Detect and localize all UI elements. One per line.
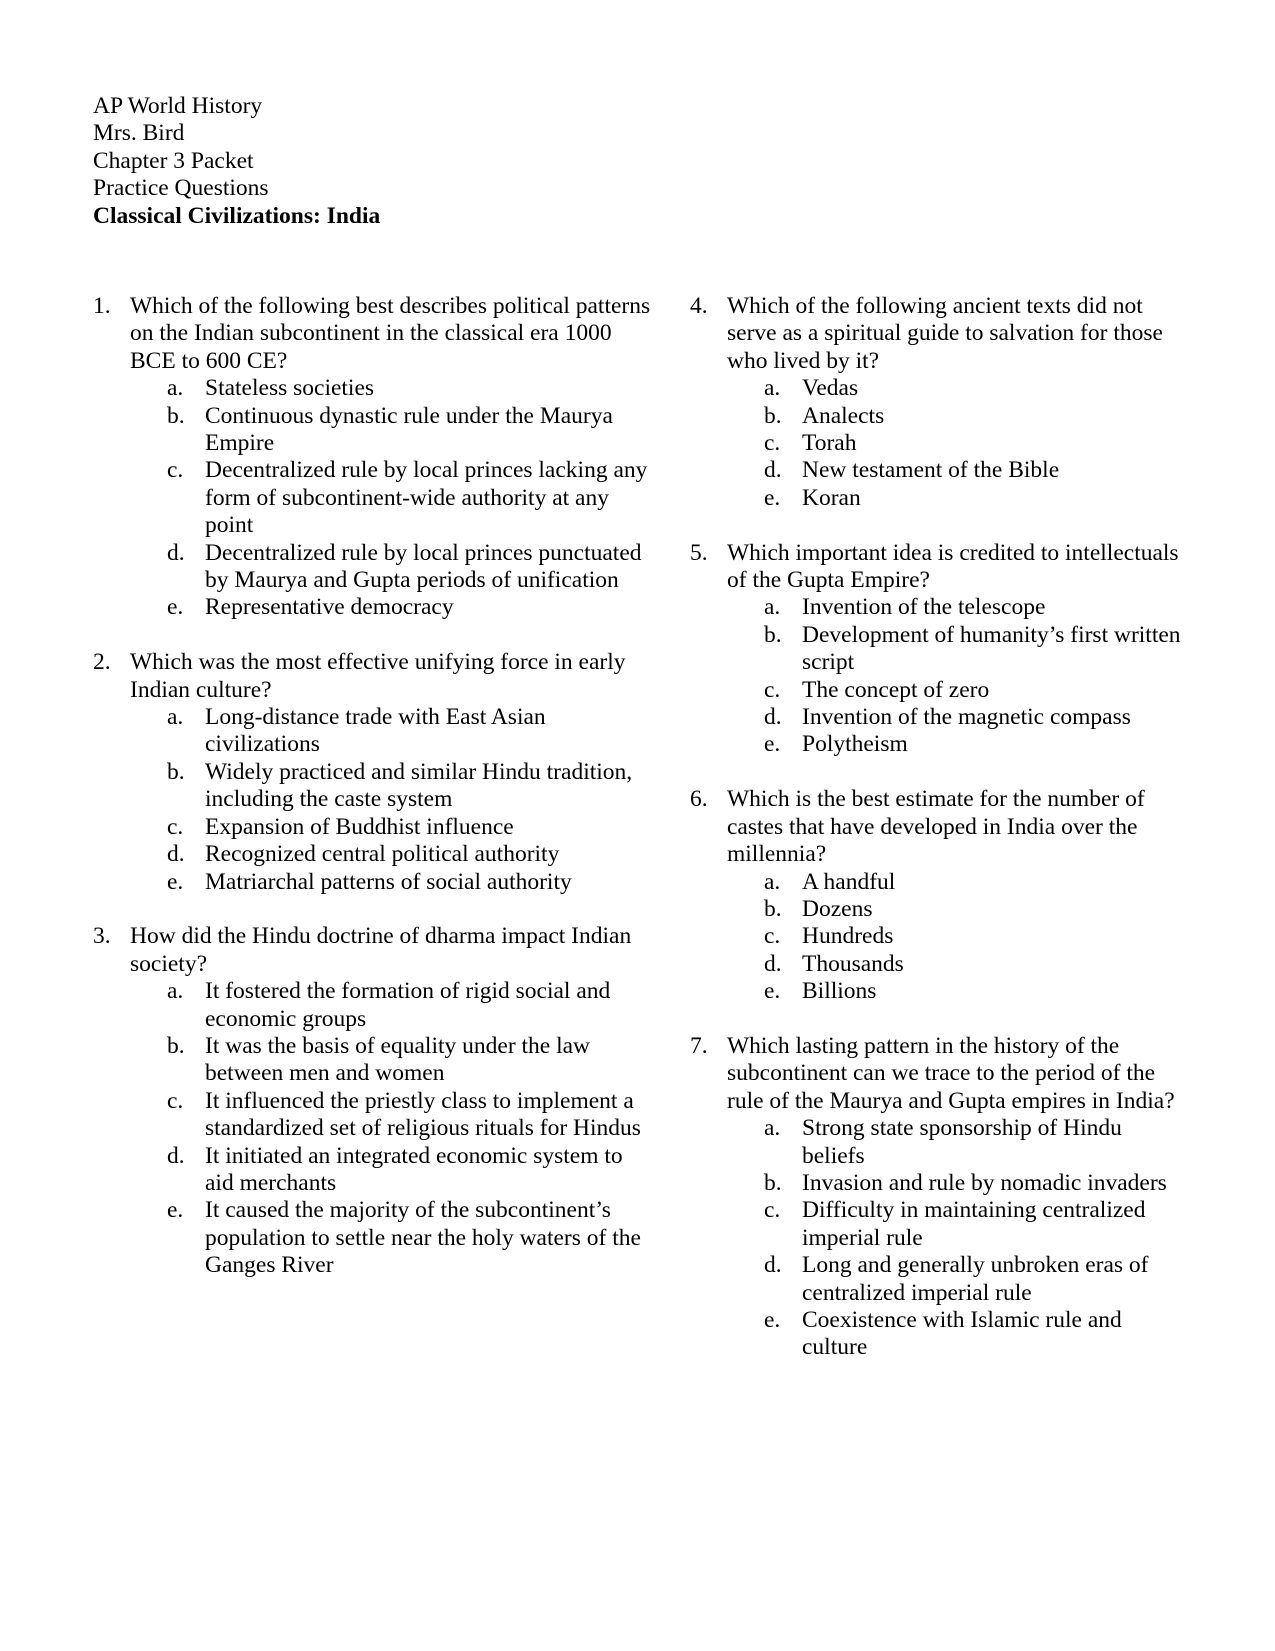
choice-letter: a. bbox=[764, 1115, 781, 1142]
question-2 bbox=[93, 649, 653, 896]
answer-choices bbox=[727, 869, 1190, 1006]
course-name: AP World History bbox=[93, 93, 263, 119]
choice-text: Long and generally unbroken eras of centralized imperial rule bbox=[802, 1252, 1149, 1306]
choice-text: It was the basis of equality under the law between men and women bbox=[205, 1032, 591, 1087]
answer-choice bbox=[130, 1088, 653, 1143]
choice-text: Billions bbox=[802, 978, 877, 1005]
choice-text: Continuous dynastic rule under the Maurya Empire bbox=[205, 402, 613, 457]
answer-choices bbox=[130, 375, 653, 622]
answer-choices bbox=[727, 375, 1190, 512]
choice-letter: d. bbox=[764, 950, 782, 977]
answer-choice bbox=[727, 1197, 1190, 1252]
choice-text: Matriarchal patterns of social authority bbox=[205, 868, 572, 895]
question-6 bbox=[690, 786, 1190, 1005]
choice-text: Polytheism bbox=[802, 731, 908, 758]
answer-choice bbox=[727, 677, 1190, 704]
choice-letter: d. bbox=[167, 539, 185, 566]
choice-letter: e. bbox=[764, 731, 781, 758]
question-number: 7. bbox=[690, 1032, 708, 1059]
choice-letter: e. bbox=[764, 978, 781, 1005]
choice-letter: e. bbox=[167, 868, 184, 895]
question-4 bbox=[690, 293, 1190, 512]
teacher-name: Mrs. Bird bbox=[93, 120, 185, 147]
choice-letter: e. bbox=[167, 594, 184, 621]
choice-text: Coexistence with Islamic rule and culture bbox=[802, 1306, 1122, 1361]
choice-text: Long-distance trade with East Asian civilizations bbox=[205, 704, 546, 758]
choice-text: Recognized central political authority bbox=[205, 841, 560, 868]
answer-choice bbox=[130, 869, 653, 896]
answer-choice bbox=[727, 1170, 1190, 1197]
answer-choice bbox=[130, 594, 653, 621]
choice-text: Torah bbox=[802, 430, 857, 457]
answer-choice bbox=[727, 403, 1190, 430]
answer-choice bbox=[727, 896, 1190, 923]
answer-choice bbox=[727, 978, 1190, 1005]
choice-text: Dozens bbox=[802, 895, 873, 922]
choice-text: Invasion and rule by nomadic invaders bbox=[802, 1169, 1167, 1196]
answer-choice bbox=[727, 1252, 1190, 1307]
question-text: Which important idea is credited to intellectuals of the Gupta Empire? bbox=[727, 539, 1179, 594]
question-number: 6. bbox=[690, 786, 708, 813]
choice-letter: a. bbox=[764, 868, 781, 895]
answer-choice bbox=[727, 457, 1190, 484]
choice-letter: b. bbox=[167, 402, 185, 429]
answer-choices bbox=[130, 704, 653, 896]
choice-letter: a. bbox=[167, 978, 184, 1005]
answer-choice bbox=[727, 731, 1190, 758]
choice-letter: a. bbox=[764, 375, 781, 402]
answer-choices bbox=[727, 1115, 1190, 1362]
choice-letter: d. bbox=[167, 841, 185, 868]
choice-text: Representative democracy bbox=[205, 594, 454, 621]
answer-choice bbox=[727, 375, 1190, 402]
choice-letter: c. bbox=[167, 1087, 184, 1114]
choice-text: It influenced the priestly class to implement a standardized set of religious rituals for Hindus bbox=[205, 1087, 641, 1142]
choice-letter: a. bbox=[167, 375, 184, 402]
answer-choice bbox=[130, 375, 653, 402]
answer-choice bbox=[727, 430, 1190, 457]
choice-letter: b. bbox=[167, 1032, 185, 1059]
answer-choices bbox=[130, 978, 653, 1279]
answer-choices bbox=[727, 594, 1190, 758]
question-text: Which is the best estimate for the number of castes that have developed in India over the millennia? bbox=[727, 786, 1145, 868]
answer-choice bbox=[727, 485, 1190, 512]
choice-letter: c. bbox=[764, 1197, 781, 1224]
document-header bbox=[93, 93, 380, 230]
choice-letter: e. bbox=[167, 1197, 184, 1224]
question-text: Which of the following ancient texts did not serve as a spiritual guide to salvation for those who lived by it? bbox=[727, 293, 1163, 374]
question-text: Which was the most effective unifying force in early Indian culture? bbox=[130, 649, 626, 703]
answer-choice bbox=[130, 978, 653, 1033]
answer-choice bbox=[727, 1115, 1190, 1170]
choice-letter: c. bbox=[764, 430, 781, 457]
answer-choice bbox=[130, 1143, 653, 1198]
document-subtitle: Practice Questions bbox=[93, 175, 269, 202]
answer-choice bbox=[130, 1033, 653, 1088]
answer-choice bbox=[727, 951, 1190, 978]
answer-choice bbox=[727, 704, 1190, 731]
choice-letter: e. bbox=[764, 1306, 781, 1333]
choice-letter: d. bbox=[764, 1252, 782, 1279]
answer-choice bbox=[727, 869, 1190, 896]
right-column bbox=[690, 293, 1190, 1389]
choice-text: Strong state sponsorship of Hindu beliefs bbox=[802, 1115, 1122, 1169]
question-number: 1. bbox=[93, 293, 111, 319]
answer-choice bbox=[130, 841, 653, 868]
choice-letter: a. bbox=[764, 594, 781, 621]
choice-letter: d. bbox=[764, 704, 782, 731]
choice-letter: d. bbox=[764, 457, 782, 484]
answer-choice bbox=[130, 540, 653, 595]
choice-text: Expansion of Buddhist influence bbox=[205, 813, 514, 840]
choice-text: Decentralized rule by local princes lacking any form of subcontinent-wide authority at any point bbox=[205, 457, 648, 539]
choice-letter: c. bbox=[764, 676, 781, 703]
choice-text: Stateless societies bbox=[205, 375, 375, 402]
question-number: 5. bbox=[690, 539, 708, 566]
choice-text: It caused the majority of the subcontinent’s population to settle near the holy waters of the Ganges River bbox=[205, 1197, 641, 1279]
packet-name: Chapter 3 Packet bbox=[93, 147, 254, 174]
answer-choice bbox=[130, 457, 653, 539]
choice-letter: c. bbox=[167, 457, 184, 484]
answer-choice bbox=[727, 622, 1190, 677]
question-text: Which lasting pattern in the history of the subcontinent can we trace to the period of the rule of the Maurya and Gupta empires in India? bbox=[727, 1032, 1175, 1114]
choice-text: Widely practiced and similar Hindu tradition, including the caste system bbox=[205, 758, 633, 813]
choice-text: Vedas bbox=[802, 375, 859, 402]
question-text: Which of the following best describes political patterns on the Indian subcontinent in the classical era 1000 BCE to 600 CE? bbox=[130, 293, 651, 374]
choice-letter: e. bbox=[764, 484, 781, 511]
answer-choice bbox=[727, 1307, 1190, 1362]
question-number: 4. bbox=[690, 293, 708, 319]
choice-text: New testament of the Bible bbox=[802, 457, 1060, 484]
choice-text: Difficulty in maintaining centralized imperial rule bbox=[802, 1197, 1146, 1251]
choice-letter: b. bbox=[764, 402, 782, 429]
choice-letter: b. bbox=[764, 621, 782, 648]
choice-letter: b. bbox=[167, 758, 185, 785]
choice-text: Decentralized rule by local princes punctuated by Maurya and Gupta periods of unification bbox=[205, 539, 642, 594]
question-5 bbox=[690, 540, 1190, 759]
answer-choice bbox=[130, 403, 653, 458]
question-text: How did the Hindu doctrine of dharma impact Indian society? bbox=[130, 923, 632, 977]
question-7 bbox=[690, 1033, 1190, 1362]
choice-letter: b. bbox=[764, 895, 782, 922]
choice-text: Invention of the magnetic compass bbox=[802, 704, 1131, 731]
choice-text: Invention of the telescope bbox=[802, 594, 1046, 621]
choice-text: Analects bbox=[802, 402, 885, 429]
choice-letter: c. bbox=[167, 813, 184, 840]
question-1 bbox=[93, 293, 653, 622]
question-3 bbox=[93, 923, 653, 1279]
question-number: 2. bbox=[93, 649, 111, 676]
choice-text: The concept of zero bbox=[802, 676, 990, 703]
answer-choice bbox=[130, 814, 653, 841]
choice-text: Development of humanity’s first written script bbox=[802, 621, 1181, 676]
choice-text: Hundreds bbox=[802, 923, 894, 950]
choice-text: Koran bbox=[802, 484, 861, 511]
document-title: Classical Civilizations: India bbox=[93, 202, 381, 229]
choice-text: It initiated an integrated economic system to aid merchants bbox=[205, 1142, 623, 1196]
answer-choice bbox=[130, 704, 653, 759]
choice-letter: a. bbox=[167, 704, 184, 731]
left-column bbox=[93, 293, 653, 1307]
choice-letter: c. bbox=[764, 923, 781, 950]
answer-choice bbox=[727, 923, 1190, 950]
choice-text: A handful bbox=[802, 868, 896, 895]
choice-letter: d. bbox=[167, 1142, 185, 1169]
answer-choice bbox=[727, 594, 1190, 621]
choice-text: Thousands bbox=[802, 950, 904, 977]
answer-choice bbox=[130, 759, 653, 814]
choice-text: It fostered the formation of rigid social and economic groups bbox=[205, 978, 611, 1032]
answer-choice bbox=[130, 1197, 653, 1279]
choice-letter: b. bbox=[764, 1169, 782, 1196]
question-number: 3. bbox=[93, 923, 111, 950]
